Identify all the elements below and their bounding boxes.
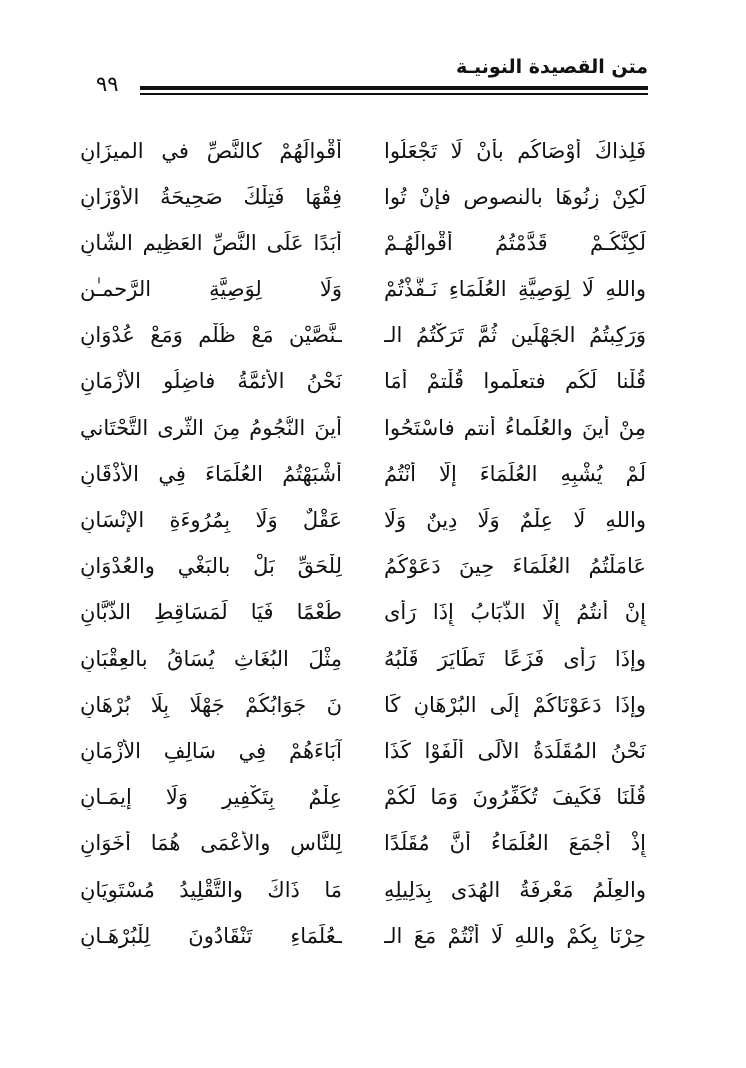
verse-first-hemistich: وَرَكِبتُمُ الجَهْلَينِ ثُمَّ تَرَكْتُمُ الـ — [384, 323, 646, 348]
verse-second-hemistich: وَلَا لِوَصِيَّةِ الرَّحمـٰنِ — [80, 277, 342, 302]
verse-first-hemistich: لَمْ يُشْبِهِ العُلَمَاءَ إلَّا أَنْتُمُ — [384, 461, 646, 486]
verse-first-hemistich: قُلْنَا فَكَيفَ تُكَفِّرُونَ وَمَا لَكُمْ — [384, 785, 646, 810]
verse-first-hemistich: لَكِنَّكُـمْ قَدَّمْتُمُ أَقْوالَهُـمْ — [384, 230, 646, 255]
verse-second-hemistich: لِلْحَقِّ بَلْ بالبَغْيِ والعُدْوَانِ — [80, 554, 342, 579]
verse-first-hemistich: لَكِنْ زِنُوهَا بالنصوصِ فإنْ تُوا — [384, 184, 646, 209]
verse-second-hemistich: أينَ النُّجُومُ مِنَ الثَّرى التَّحْتَاني — [80, 415, 342, 440]
verse — [80, 913, 646, 959]
verse — [80, 267, 646, 313]
verse — [80, 174, 646, 220]
header-rule-thick — [140, 86, 648, 90]
verse — [80, 636, 646, 682]
verse-second-hemistich: أَقْوالَهُمْ كالنَّصِّ في الميزَانِ — [80, 138, 342, 163]
poem-body — [80, 128, 646, 959]
verse-first-hemistich: قُلْنا لَكُم فتعلَّموا قُلْتمْ أَمَا — [384, 369, 646, 394]
verse-second-hemistich: أَشْبَهْتُمُ العُلَمَاءَ فِي الأذْقَانِ — [80, 461, 342, 486]
verse — [80, 220, 646, 266]
verse-first-hemistich: إِذْ أَجْمَعَ العُلَمَاءُ أَنَّ مُقَلِّدًا — [384, 831, 646, 856]
verse-first-hemistich: نَحْنُ المُقَلِّدَةُ الأُلَى أَلْفَوْا كَذَا — [384, 738, 646, 763]
verse — [80, 313, 646, 359]
verse — [80, 728, 646, 774]
verse-second-hemistich: أَبَدًا عَلَى النَّصِّ العَظِيمِ الشَّانِ — [80, 230, 342, 255]
verse — [80, 451, 646, 497]
verse-second-hemistich: طُعْمًا فَيَا لَمَسَاقِطِ الذُّبَّانِ — [80, 600, 342, 625]
verse-second-hemistich: مَا ذَاكَ والتَّقْلِيدُ مُسْتَوِيَانِ — [80, 877, 342, 902]
page-number: ٩٩ — [96, 72, 119, 96]
verse-first-hemistich: عَامَلْتُمُ العُلَمَاءَ حِينَ دَعَوْكُمُ — [384, 554, 646, 579]
verse-first-hemistich: والعِلْمُ مَعْرِفَةُ الهُدَى بِدَلِيلِهِ — [384, 877, 646, 902]
verse-first-hemistich: وإِذَا دَعَوْنَاكُمْ إِلَى البُرْهَانِ كَا — [384, 692, 646, 717]
verse — [80, 405, 646, 451]
verse-second-hemistich: نَحْنُ الأئمَّةُ فاضِلُو الأزْمَانِ — [80, 369, 342, 394]
verse-first-hemistich: فَلِذاكَ أَوْصَاكُم بأَنْ لَا تَجْعَلُوا — [384, 138, 646, 163]
verse — [80, 821, 646, 867]
verse — [80, 498, 646, 544]
verse-second-hemistich: فِقْهَا فَتِلْكَ صَحِيحَةُ الأَوْزَانِ — [80, 184, 342, 209]
verse-second-hemistich: عَقْلٌ وَلَا بِمُرُوءَةِ الإنْسَانِ — [80, 508, 342, 532]
verse-first-hemistich: إِنْ أَنتُمُ إِلَّا الذُّبَابُ إِذَا رَأَى — [384, 600, 646, 625]
verse-second-hemistich: آبَاءَهُمْ فِي سَالِفِ الأَزْمَانِ — [80, 738, 342, 763]
verse-second-hemistich: ـعُلَمَاءِ تَنْقَادُونَ لِلْبُرْهَـانِ — [80, 923, 342, 948]
verse-second-hemistich: نَ جَوَابُكُمْ جَهْلًا بِلَا بُرْهَانِ — [80, 692, 342, 717]
verse — [80, 775, 646, 821]
verse — [80, 682, 646, 728]
verse — [80, 544, 646, 590]
verse-second-hemistich: مِثْلَ البُغَاثِ يُسَاقُ بالعِقْبَانِ — [80, 646, 342, 671]
verse-first-hemistich: حِرْنَا بِكُمْ واللهِ لَا أَنْتُمْ مَعَ الـ — [384, 923, 646, 948]
header-rule-thin — [140, 93, 648, 95]
verse-second-hemistich: عِلْمٌ بِتَكْفِيرٍ وَلَا إِيمَـانِ — [80, 785, 342, 810]
verse-second-hemistich: ـنَّصَّيْنِ مَعْ ظُلْمٍ وَمَعْ عُدْوَانِ — [80, 323, 342, 348]
verse-first-hemistich: واللهِ لَا لِوَصِيَّةِ العُلَمَاءِ نَـفَّذْتُمْ — [384, 277, 646, 302]
verse-second-hemistich: لِلنَّاسِ والأَعْمَى هُمَا أَخَوَانِ — [80, 831, 342, 856]
page-header — [88, 56, 648, 106]
verse — [80, 590, 646, 636]
verse — [80, 867, 646, 913]
running-title: متن القصيدة النونيـة — [455, 56, 648, 78]
verse — [80, 359, 646, 405]
verse-first-hemistich: مِنْ أينَ والعُلَماءُ أنتم فاسْتَحُوا — [384, 415, 646, 440]
verse-first-hemistich: وإِذَا رَأَى فَزَعًا تَطَايَرَ قَلْبُهُ — [384, 646, 646, 671]
verse — [80, 128, 646, 174]
verse-first-hemistich: واللهِ لَا عِلْمٌ وَلَا دِينٌ وَلَا — [384, 508, 646, 532]
